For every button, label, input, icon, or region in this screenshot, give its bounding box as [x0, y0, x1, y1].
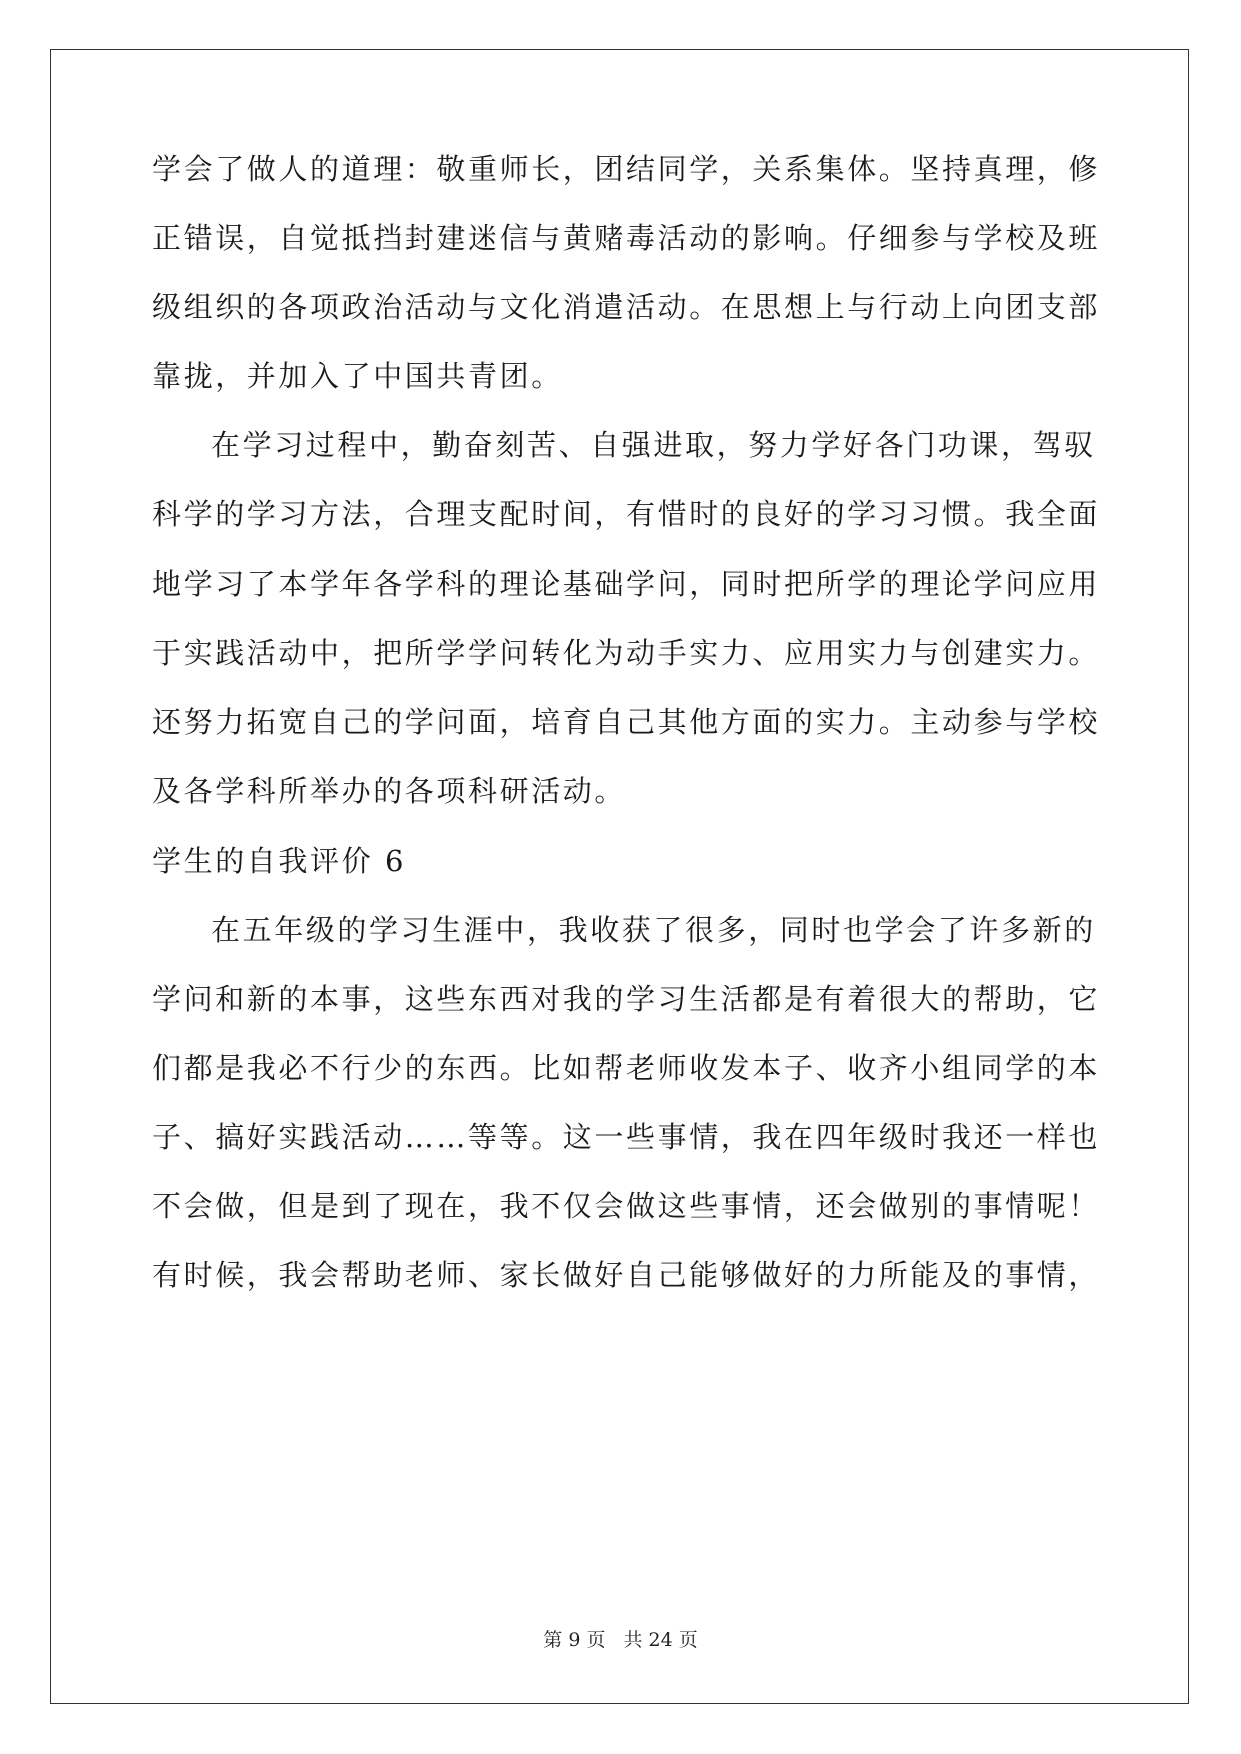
body-text-line: 地学习了本学年各学科的理论基础学问，同时把所学的理论学问应用	[152, 567, 1101, 601]
body-text-line: 及各学科所举办的各项科研活动。	[152, 774, 627, 808]
body-text-line: 靠拢，并加入了中国共青团。	[152, 359, 563, 393]
page-footer	[0, 1627, 1241, 1653]
section-heading: 学生的自我评价 6	[152, 844, 407, 878]
body-text-line: 不会做，但是到了现在，我不仅会做这些事情，还会做别的事情呢！	[152, 1189, 1101, 1223]
body-text-line: 子、搞好实践活动……等等。这一些事情，我在四年级时我还一样也	[152, 1120, 1101, 1154]
body-text-line: 级组织的各项政治活动与文化消遣活动。在思想上与行动上向团支部	[152, 290, 1101, 324]
body-text-line: 有时候，我会帮助老师、家长做好自己能够做好的力所能及的事情，	[152, 1258, 1101, 1292]
body-text-line: 们都是我必不行少的东西。比如帮老师收发本子、收齐小组同学的本	[152, 1051, 1101, 1085]
body-text-line: 学会了做人的道理：敬重师长，团结同学，关系集体。坚持真理，修	[152, 152, 1101, 186]
page-total: 共 24 页	[623, 1629, 698, 1651]
paragraph-start-line: 在五年级的学习生涯中，我收获了很多，同时也学会了许多新的	[211, 913, 1096, 947]
body-text-line: 于实践活动中，把所学学问转化为动手实力、应用实力与创建实力。	[152, 636, 1101, 670]
body-text-line: 正错误，自觉抵挡封建迷信与黄赌毒活动的影响。仔细参与学校及班	[152, 221, 1101, 255]
body-text-line: 学问和新的本事，这些东西对我的学习生活都是有着很大的帮助，它	[152, 982, 1101, 1016]
paragraph-start-line: 在学习过程中，勤奋刻苦、自强进取，努力学好各门功课，驾驭	[211, 428, 1096, 462]
body-text-line: 还努力拓宽自己的学问面，培育自己其他方面的实力。主动参与学校	[152, 705, 1101, 739]
body-text-line: 科学的学习方法，合理支配时间，有惜时的良好的学习习惯。我全面	[152, 497, 1101, 531]
page-number: 第 9 页	[543, 1629, 606, 1651]
